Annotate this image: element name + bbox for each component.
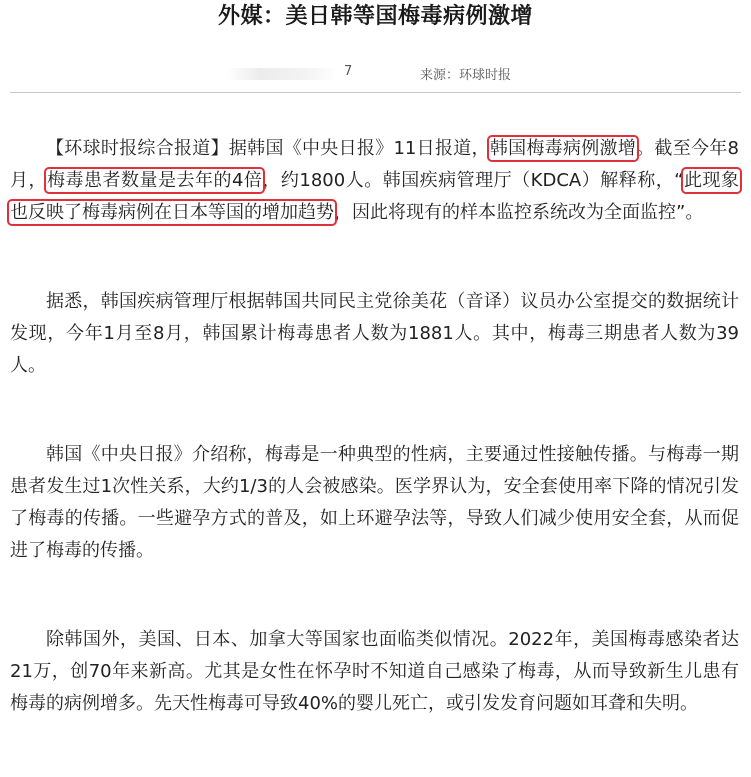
article-paragraph (10, 624, 739, 720)
article-paragraph (10, 286, 739, 382)
article-source: 来源：环球时报 (420, 68, 512, 83)
paragraph-text: 【环球时报综合报道】据韩国《中央日报》11日报道， (46, 138, 490, 159)
highlighted-phrase: 梅毒患者数量是去年的4倍 (47, 170, 263, 191)
header-divider (10, 92, 741, 93)
paragraph-text: 。截至今年8月， (10, 138, 740, 191)
paragraph-text: 除韩国外，美国、日本、加拿大等国家也面临类似情况。2022年，美国梅毒感染者达21万，创70年来新高。尤其是女性在怀孕时不知道自己感染了梅毒，从而导致新生儿患有梅毒的病例增多。先天性梅毒可导致40%的婴儿死亡，或引发发育问题如耳聋和失明。 (10, 629, 739, 714)
article-title: 外媒：美日韩等国梅毒病例激增 (217, 4, 533, 29)
paragraph-text: ，因此将现有的样本监控系统改为全面监控”。 (334, 202, 704, 223)
view-count: 7 (344, 64, 353, 79)
paragraph-text: 据悉，韩国疾病管理厅根据韩国共同民主党徐美花（音译）议员办公室提交的数据统计发现，今年1月至8月，韩国累计梅毒患者人数为1881人。其中，梅毒三期患者人数为39人。 (10, 291, 739, 376)
redacted-meta (226, 68, 338, 80)
article-body (10, 133, 739, 777)
highlighted-phrase: 韩国梅毒病例激增 (489, 138, 637, 159)
article-meta (0, 64, 751, 86)
highlighted-phrase: 此现象也反映了梅毒病例在日本等国的增加趋势 (10, 170, 740, 223)
paragraph-text: 韩国《中央日报》介绍称，梅毒是一种典型的性病，主要通过性接触传播。与梅毒一期患者发生过1次性关系，大约1/3的人会被感染。医学界认为，安全套使用率下降的情况引发了梅毒的传播。一些避孕方式的普及，如上环避孕法等，导致人们减少使用安全套，从而促进了梅毒的传播。 (10, 444, 739, 561)
article-paragraph (10, 133, 739, 229)
article-paragraph (10, 439, 739, 567)
paragraph-text: ，约1800人。韩国疾病管理厅（KDCA）解释称，“ (262, 170, 684, 191)
